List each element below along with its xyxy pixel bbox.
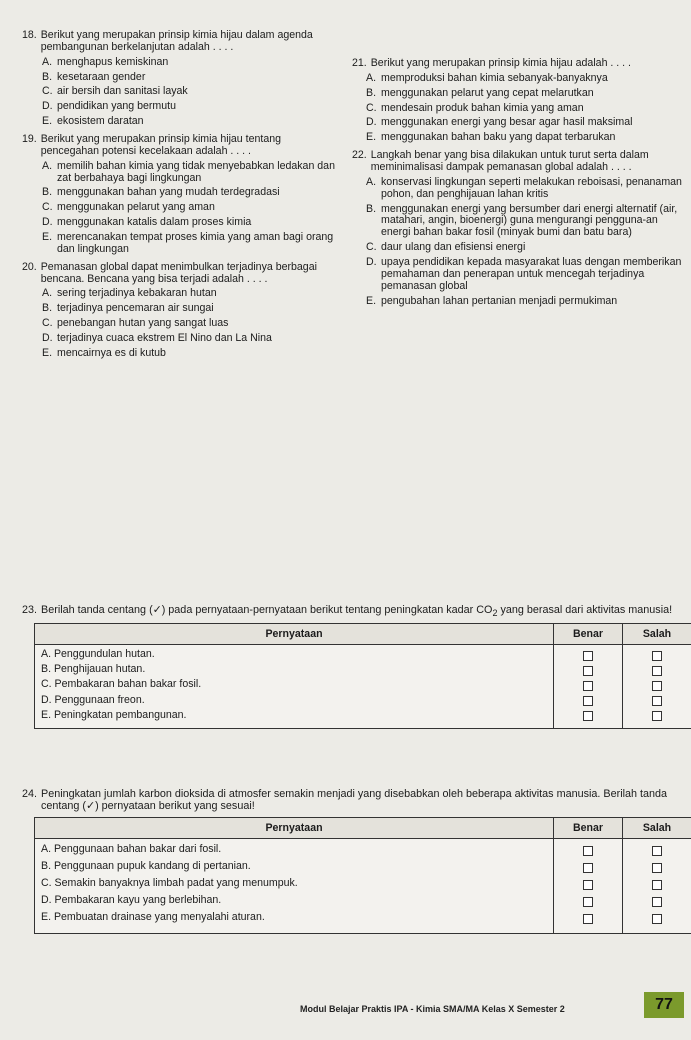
question-number: 23. [22,604,38,616]
header-false: Salah [623,623,691,644]
checkbox-true[interactable] [583,880,593,890]
footer [300,1000,579,1018]
checkbox-false[interactable] [652,696,662,706]
true-column [554,838,623,933]
statement: C. Semakin banyaknya limbah padat yang menumpuk. [41,876,298,889]
option-text: terjadinya pencemaran air sungai [57,302,214,315]
option[interactable] [366,204,684,240]
option-text: penebangan hutan yang sangat luas [57,317,229,330]
option-letter: D. [42,216,53,229]
option[interactable] [366,88,684,100]
question-21 [352,58,684,144]
statement: B. Penggunaan pupuk kandang di pertanian. [41,859,251,872]
option[interactable] [42,288,342,300]
option-text: upaya pendidikan kepada masyarakat luas dengan memberikan pemahaman dan penerapan untuk mencegah terjadinya pemanasan global [381,256,682,292]
option[interactable] [42,116,342,128]
option-letter: A. [42,55,53,68]
answer-table [34,623,691,729]
option[interactable] [42,101,342,113]
option-letter: E. [42,346,53,359]
question-number: 19. [22,133,37,146]
option[interactable] [366,177,684,201]
option-text: mencairnya es di kutub [57,346,166,359]
statement: B. Penghijauan hutan. [41,662,146,675]
option-text: menggunakan katalis dalam proses kimia [57,216,252,229]
question-24 [22,788,684,934]
checkbox-false[interactable] [652,863,662,873]
header-statement: Pernyataan [35,623,554,644]
statement: D. Pembakaran kayu yang berlebihan. [41,893,222,906]
option[interactable] [366,117,684,129]
option[interactable] [42,303,342,315]
checkbox-true[interactable] [583,681,593,691]
option[interactable] [42,232,342,256]
option-letter: B. [42,302,53,315]
checkbox-true[interactable] [583,696,593,706]
option[interactable] [42,72,342,84]
checkbox-false[interactable] [652,846,662,856]
checkbox-false[interactable] [652,897,662,907]
checkbox-true[interactable] [583,914,593,924]
stem-part: yang berasal dari aktivitas manusia! [497,604,673,616]
page-number: 77 [644,992,684,1018]
question-number: 24. [22,788,38,800]
statement: C. Pembakaran bahan bakar fosil. [41,678,202,691]
stem-part: Berilah tanda centang (✓) pada pernyataan-pernyataan berikut tentang peningkatan kadar CO [41,604,493,616]
option[interactable] [366,103,684,115]
option-letter: D. [42,332,53,345]
statement: A. Penggundulan hutan. [41,647,155,660]
right-column [352,58,684,313]
true-column [554,644,623,728]
footer-text: Modul Belajar Praktis IPA - Kimia SMA/MA Kelas X Semester 2 [300,1004,565,1014]
option-text: sering terjadinya kebakaran hutan [57,287,217,300]
option-letter: E. [42,231,53,244]
header-true: Benar [554,817,623,838]
option-text: menggunakan bahan baku yang dapat terbarukan [381,131,616,144]
option-text: mendesain produk bahan kimia yang aman [381,101,584,114]
option-text: menggunakan pelarut yang aman [57,201,215,214]
option[interactable] [366,132,684,144]
checkbox-false[interactable] [652,711,662,721]
option-text: pengubahan lahan pertanian menjadi permukiman [381,294,618,307]
option-letter: D. [366,116,377,129]
statements-cell [35,838,554,933]
question-20 [22,262,342,360]
question-stem [41,604,684,619]
option-text: menghapus kemiskinan [57,55,169,68]
option[interactable] [42,86,342,98]
option-letter: E. [366,294,377,307]
option-letter: C. [42,317,53,330]
option-letter: B. [42,186,53,199]
false-column [623,838,691,933]
checkbox-false[interactable] [652,880,662,890]
checkbox-false[interactable] [652,681,662,691]
question-number: 18. [22,29,37,41]
checkbox-false[interactable] [652,651,662,661]
option-text: menggunakan pelarut yang cepat melarutkan [381,86,594,99]
option-letter: D. [366,256,377,269]
question-19 [22,134,342,256]
option[interactable] [42,57,342,69]
option-text: memilih bahan kimia yang tidak menyebabkan ledakan dan zat berbahaya bagi lingkungan [57,159,335,184]
false-column [623,644,691,728]
question-stem: Berikut yang merupakan prinsip kimia hijau dalam agenda pembangunan berkelanjutan adalah . . . . [40,29,313,53]
left-column [22,30,342,366]
option-text: menggunakan energi yang besar agar hasil maksimal [381,116,633,129]
statement: D. Penggunaan freon. [41,693,145,706]
option-letter: A. [366,71,377,84]
option-letter: B. [366,202,377,215]
question-stem: Berikut yang merupakan prinsip kimia hijau tentang pencegahan potensi kecelakaan adalah . . . . [40,133,281,157]
option-text: merencanakan tempat proses kimia yang aman bagi orang dan lingkungan [57,231,334,255]
question-number: 20. [22,260,37,273]
option-letter: B. [42,70,53,83]
option-letter: A. [42,287,53,300]
checkbox-true[interactable] [583,651,593,661]
subscript: 2 [492,608,498,619]
option[interactable] [366,242,684,254]
statements-cell [35,644,554,728]
header-statement: Pernyataan [35,817,554,838]
question-stem: Peningkatan jumlah karbon dioksida di atmosfer semakin menjadi yang disebabkan oleh beberapa aktivitas manusia. Berilah tanda centang (✓) pernyataan berikut yang sesuai! [41,788,668,813]
question-18 [22,30,342,128]
option-letter: C. [366,241,377,254]
header-true: Benar [554,623,623,644]
question-number: 21. [352,57,367,69]
option-letter: C. [42,85,53,98]
option-letter: E. [366,131,377,144]
question-22 [352,150,684,307]
option[interactable] [42,318,342,330]
header-false: Salah [623,817,691,838]
option-letter: D. [42,100,53,113]
option[interactable] [42,348,342,360]
option[interactable] [42,202,342,214]
option[interactable] [42,333,342,345]
option-text: pendidikan yang bermutu [57,100,176,113]
statement: E. Peningkatan pembangunan. [41,708,187,721]
checkbox-true[interactable] [583,863,593,873]
option-text: menggunakan energi yang bersumber dari energi alternatif (air, matahari, angin, bioenergi) guna mengurangi pengguna-an energi bahan bakar fosil (minyak bumi dan batu bara) [381,202,678,239]
option-letter: A. [42,159,53,172]
checkbox-false[interactable] [652,914,662,924]
checkbox-true[interactable] [583,897,593,907]
option-text: daur ulang dan efisiensi energi [381,241,526,254]
option-letter: C. [42,201,53,214]
option-letter: E. [42,115,53,128]
checkbox-true[interactable] [583,846,593,856]
answer-table [34,817,691,934]
question-stem: Berikut yang merupakan prinsip kimia hijau adalah . . . . [370,57,632,69]
option-text: konservasi lingkungan seperti melakukan reboisasi, penanaman pohon, dan penghijauan lahan kritis [381,175,682,200]
checkbox-false[interactable] [652,666,662,676]
option-letter: C. [366,101,377,114]
option-letter: A. [366,175,377,188]
question-stem: Pemanasan global dapat menimbulkan terjadinya berbagai bencana. Bencana yang bisa terjadi adalah . . . . [40,260,317,285]
question-23 [22,604,684,729]
option[interactable] [366,296,684,308]
option-text: kesetaraan gender [57,70,146,83]
option-text: terjadinya cuaca ekstrem El Nino dan La Nina [57,332,272,345]
question-stem: Langkah benar yang bisa dilakukan untuk turut serta dalam meminimalisasi dampak pemanasan global adalah . . . . [370,149,649,174]
option-text: air bersih dan sanitasi layak [57,85,188,98]
option-text: memproduksi bahan kimia sebanyak-banyaknya [381,71,608,84]
option-letter: B. [366,86,377,99]
option-text: menggunakan bahan yang mudah terdegradasi [57,186,280,199]
option[interactable] [366,257,684,293]
option[interactable] [42,217,342,229]
checkbox-true[interactable] [583,711,593,721]
option[interactable] [42,161,342,185]
option-text: ekosistem daratan [57,115,144,128]
option[interactable] [42,187,342,199]
statement: E. Pembuatan drainase yang menyalahi aturan. [41,910,265,923]
checkbox-true[interactable] [583,666,593,676]
statement: A. Penggunaan bahan bakar dari fosil. [41,842,222,855]
option[interactable] [366,73,684,85]
question-number: 22. [352,149,367,162]
